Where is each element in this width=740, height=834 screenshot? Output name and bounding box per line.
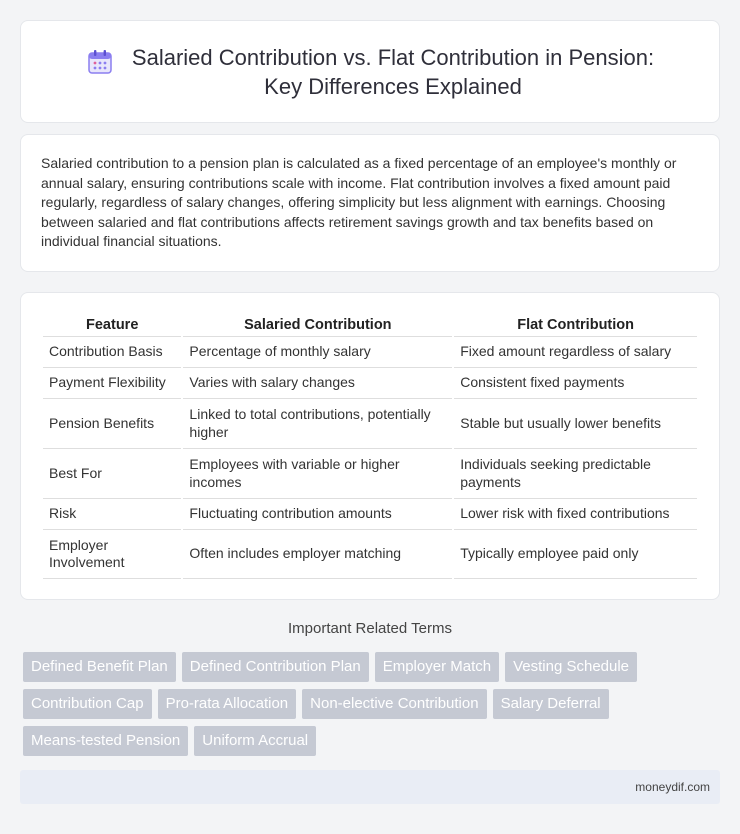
- table-cell: Linked to total contributions, potentially higher: [183, 398, 452, 448]
- related-terms-heading: Important Related Terms: [288, 620, 452, 637]
- title-wrap: [86, 43, 654, 101]
- term-tag[interactable]: Pro-rata Allocation: [158, 689, 297, 719]
- comparison-card: [20, 292, 720, 600]
- term-tag[interactable]: Contribution Cap: [23, 689, 152, 719]
- table-cell: Risk: [43, 498, 181, 529]
- footer: [20, 770, 720, 804]
- term-tag[interactable]: Vesting Schedule: [505, 652, 637, 682]
- table-row: [43, 367, 697, 398]
- table-cell: Often includes employer matching: [183, 529, 452, 579]
- term-tag[interactable]: Employer Match: [375, 652, 499, 682]
- term-tag[interactable]: Defined Benefit Plan: [23, 652, 176, 682]
- term-tag[interactable]: Means-tested Pension: [23, 726, 188, 756]
- table-cell: Typically employee paid only: [454, 529, 697, 579]
- table-cell: Consistent fixed payments: [454, 367, 697, 398]
- table-header-row: [43, 315, 697, 336]
- table-row: [43, 529, 697, 579]
- table-cell: Stable but usually lower benefits: [454, 398, 697, 448]
- title-line-1: Salaried Contribution vs. Flat Contribution in Pension:: [131, 44, 655, 70]
- table-row: [43, 336, 697, 367]
- intro-card: [20, 134, 720, 272]
- table-cell: Employees with variable or higher incomes: [183, 448, 452, 498]
- table-cell: Fixed amount regardless of salary: [454, 336, 697, 367]
- term-tag[interactable]: Uniform Accrual: [194, 726, 316, 756]
- table-cell: Pension Benefits: [43, 398, 181, 448]
- term-tag[interactable]: Defined Contribution Plan: [182, 652, 369, 682]
- intro-paragraph: Salaried contribution to a pension plan is calculated as a fixed percentage of an employee's monthly or annual salary, ensuring contributions scale with income. Flat contribution involves a fixed amount paid regularly, regardless of salary changes, offering simplicity but less alignment with earnings. Choosing between salaried and flat contributions affects retirement savings growth and tax benefits based on individual financial situations.: [41, 155, 677, 249]
- table-cell: Payment Flexibility: [43, 367, 181, 398]
- page-title: [132, 43, 654, 101]
- table-cell: Fluctuating contribution amounts: [183, 498, 452, 529]
- header-flat: Flat Contribution: [517, 317, 634, 333]
- table-cell: Individuals seeking predictable payments: [454, 448, 697, 498]
- title-line-2: Key Differences Explained: [264, 73, 522, 99]
- table-cell: Contribution Basis: [43, 336, 181, 367]
- table-cell: Varies with salary changes: [183, 367, 452, 398]
- term-tag[interactable]: Salary Deferral: [493, 689, 609, 719]
- table-cell: Lower risk with fixed contributions: [454, 498, 697, 529]
- table-row: [43, 448, 697, 498]
- table-cell: Employer Involvement: [43, 529, 181, 579]
- footer-site-link[interactable]: moneydif.com: [635, 780, 710, 794]
- header-feature: Feature: [86, 317, 139, 333]
- header-salaried: Salaried Contribution: [244, 317, 392, 333]
- table-row: [43, 398, 697, 448]
- calendar-icon: [86, 48, 114, 76]
- title-card: [20, 20, 720, 123]
- comparison-table: [41, 315, 699, 579]
- term-tag[interactable]: Non-elective Contribution: [302, 689, 486, 719]
- table-row: [43, 498, 697, 529]
- table-cell: Percentage of monthly salary: [183, 336, 452, 367]
- table-cell: Best For: [43, 448, 181, 498]
- related-terms-list: [23, 652, 723, 756]
